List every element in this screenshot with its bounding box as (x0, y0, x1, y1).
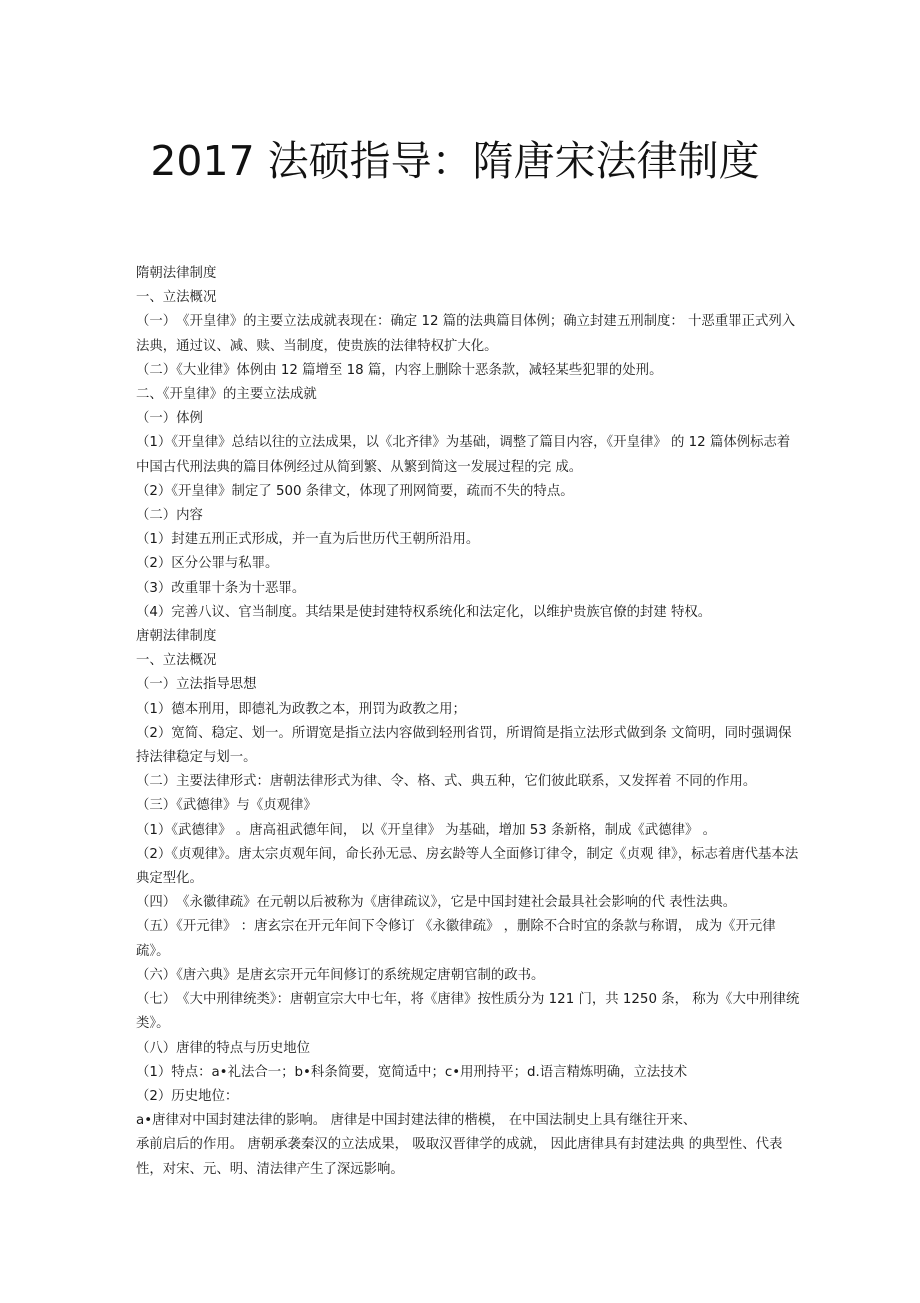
paragraph: 承前启后的作用。 唐朝承袭秦汉的立法成果， 吸取汉晋律学的成就， 因此唐律具有封建法典 的典型性、代表性，对宋、元、明、清法律产生了深远影响。 (136, 1137, 783, 1177)
paragraph: （1）德本刑用，即德礼为政教之本，刑罚为政教之用； (136, 701, 466, 717)
document-body (136, 262, 800, 1182)
paragraph: （1）《武德律》 。唐高祖武德年间， 以《开皇律》 为基础，增加 53 条新格，制成《武德律》 。 (136, 822, 717, 838)
paragraph: （八）唐律的特点与历史地位 (136, 1040, 311, 1056)
document-title: 2017 法硕指导：隋唐宋法律制度 (150, 137, 760, 185)
paragraph: （四） 《永徽律疏》在元朝以后被称为《唐律疏议》，它是中国封建社会最具社会影响的代 表性法典。 (136, 895, 737, 911)
subsection-heading: 一、立法概况 (136, 653, 217, 669)
paragraph: a•唐律对中国封建法律的影响。 唐律是中国封建法律的楷模， 在中国法制史上具有继往开来、 (136, 1113, 697, 1129)
paragraph: （一）体例 (136, 411, 203, 427)
paragraph: （七） 《大中刑律统类》：唐朝宣宗大中七年，将《唐律》按性质分为 121 门，共 1250 条， 称为《大中刑律统类》。 (136, 992, 800, 1032)
paragraph: （2）《贞观律》。唐太宗贞观年间，命长孙无忌、房玄龄等人全面修订律令，制定《贞观 律》，标志着唐代基本法典定型化。 (136, 846, 799, 887)
section-heading-tang: 唐朝法律制度 (136, 629, 217, 645)
paragraph: （一）立法指导思想 (136, 677, 257, 693)
paragraph: （二）《大业律》体例由 12 篇增至 18 篇，内容上删除十恶条款，减轻某些犯罪的处刑。 (136, 362, 663, 378)
subsection-heading: 二、《开皇律》的主要立法成就 (136, 387, 317, 403)
paragraph: （2）宽简、稳定、划一。所谓宽是指立法内容做到轻刑省罚，所谓简是指立法形式做到条 文简明，同时强调保持法律稳定与划一。 (136, 725, 792, 766)
paragraph: （2）《开皇律》制定了 500 条律文，体现了刑网简要，疏而不失的特点。 (136, 483, 574, 499)
section-heading-sui: 隋朝法律制度 (136, 266, 217, 281)
paragraph: （三）《武德律》与《贞观律》 (136, 798, 317, 814)
paragraph: （1）《开皇律》总结以往的立法成果，以《北齐律》为基础，调整了篇目内容，《开皇律》 的 12 篇体例标志着中国古代刑法典的篇目体例经过从简到繁、从繁到简这一发展过程的完 成。 (136, 435, 791, 475)
paragraph: （1）特点：a•礼法合一；b•科条简要，宽简适中；c•用刑持平；d.语言精炼明确，立法技术 (136, 1064, 688, 1080)
paragraph: （二）内容 (136, 508, 203, 524)
paragraph: （2）区分公罪与私罪。 (136, 556, 279, 572)
paragraph: （五）《开元律》 ：唐玄宗在开元年间下令修订 《永徽律疏》 ，删除不合时宜的条款与称谓， 成为《开元律疏》。 (136, 919, 776, 959)
paragraph: （4）完善八议、官当制度。其结果是使封建特权系统化和法定化，以维护贵族官僚的封建 特权。 (136, 604, 712, 620)
subsection-heading: 一、立法概况 (136, 290, 217, 306)
paragraph: （六）《唐六典》是唐玄宗开元年间修订的系统规定唐朝官制的政书。 (136, 967, 545, 983)
paragraph: （1）封建五刑正式形成，并一直为后世历代王朝所沿用。 (136, 532, 480, 548)
paragraph: （二）主要法律形式：唐朝法律形式为律、令、格、式、典五种，它们彼此联系，又发挥着 不同的作用。 (136, 774, 757, 790)
paragraph: （2）历史地位： (136, 1088, 239, 1104)
paragraph: （3）改重罪十条为十恶罪。 (136, 580, 306, 596)
paragraph: （一） 《开皇律》的主要立法成就表现在：确定 12 篇的法典篇目体例；确立封建五刑制度： 十恶重罪正式列入法典，通过议、减、赎、当制度，使贵族的法律特权扩大化。 (136, 314, 796, 354)
